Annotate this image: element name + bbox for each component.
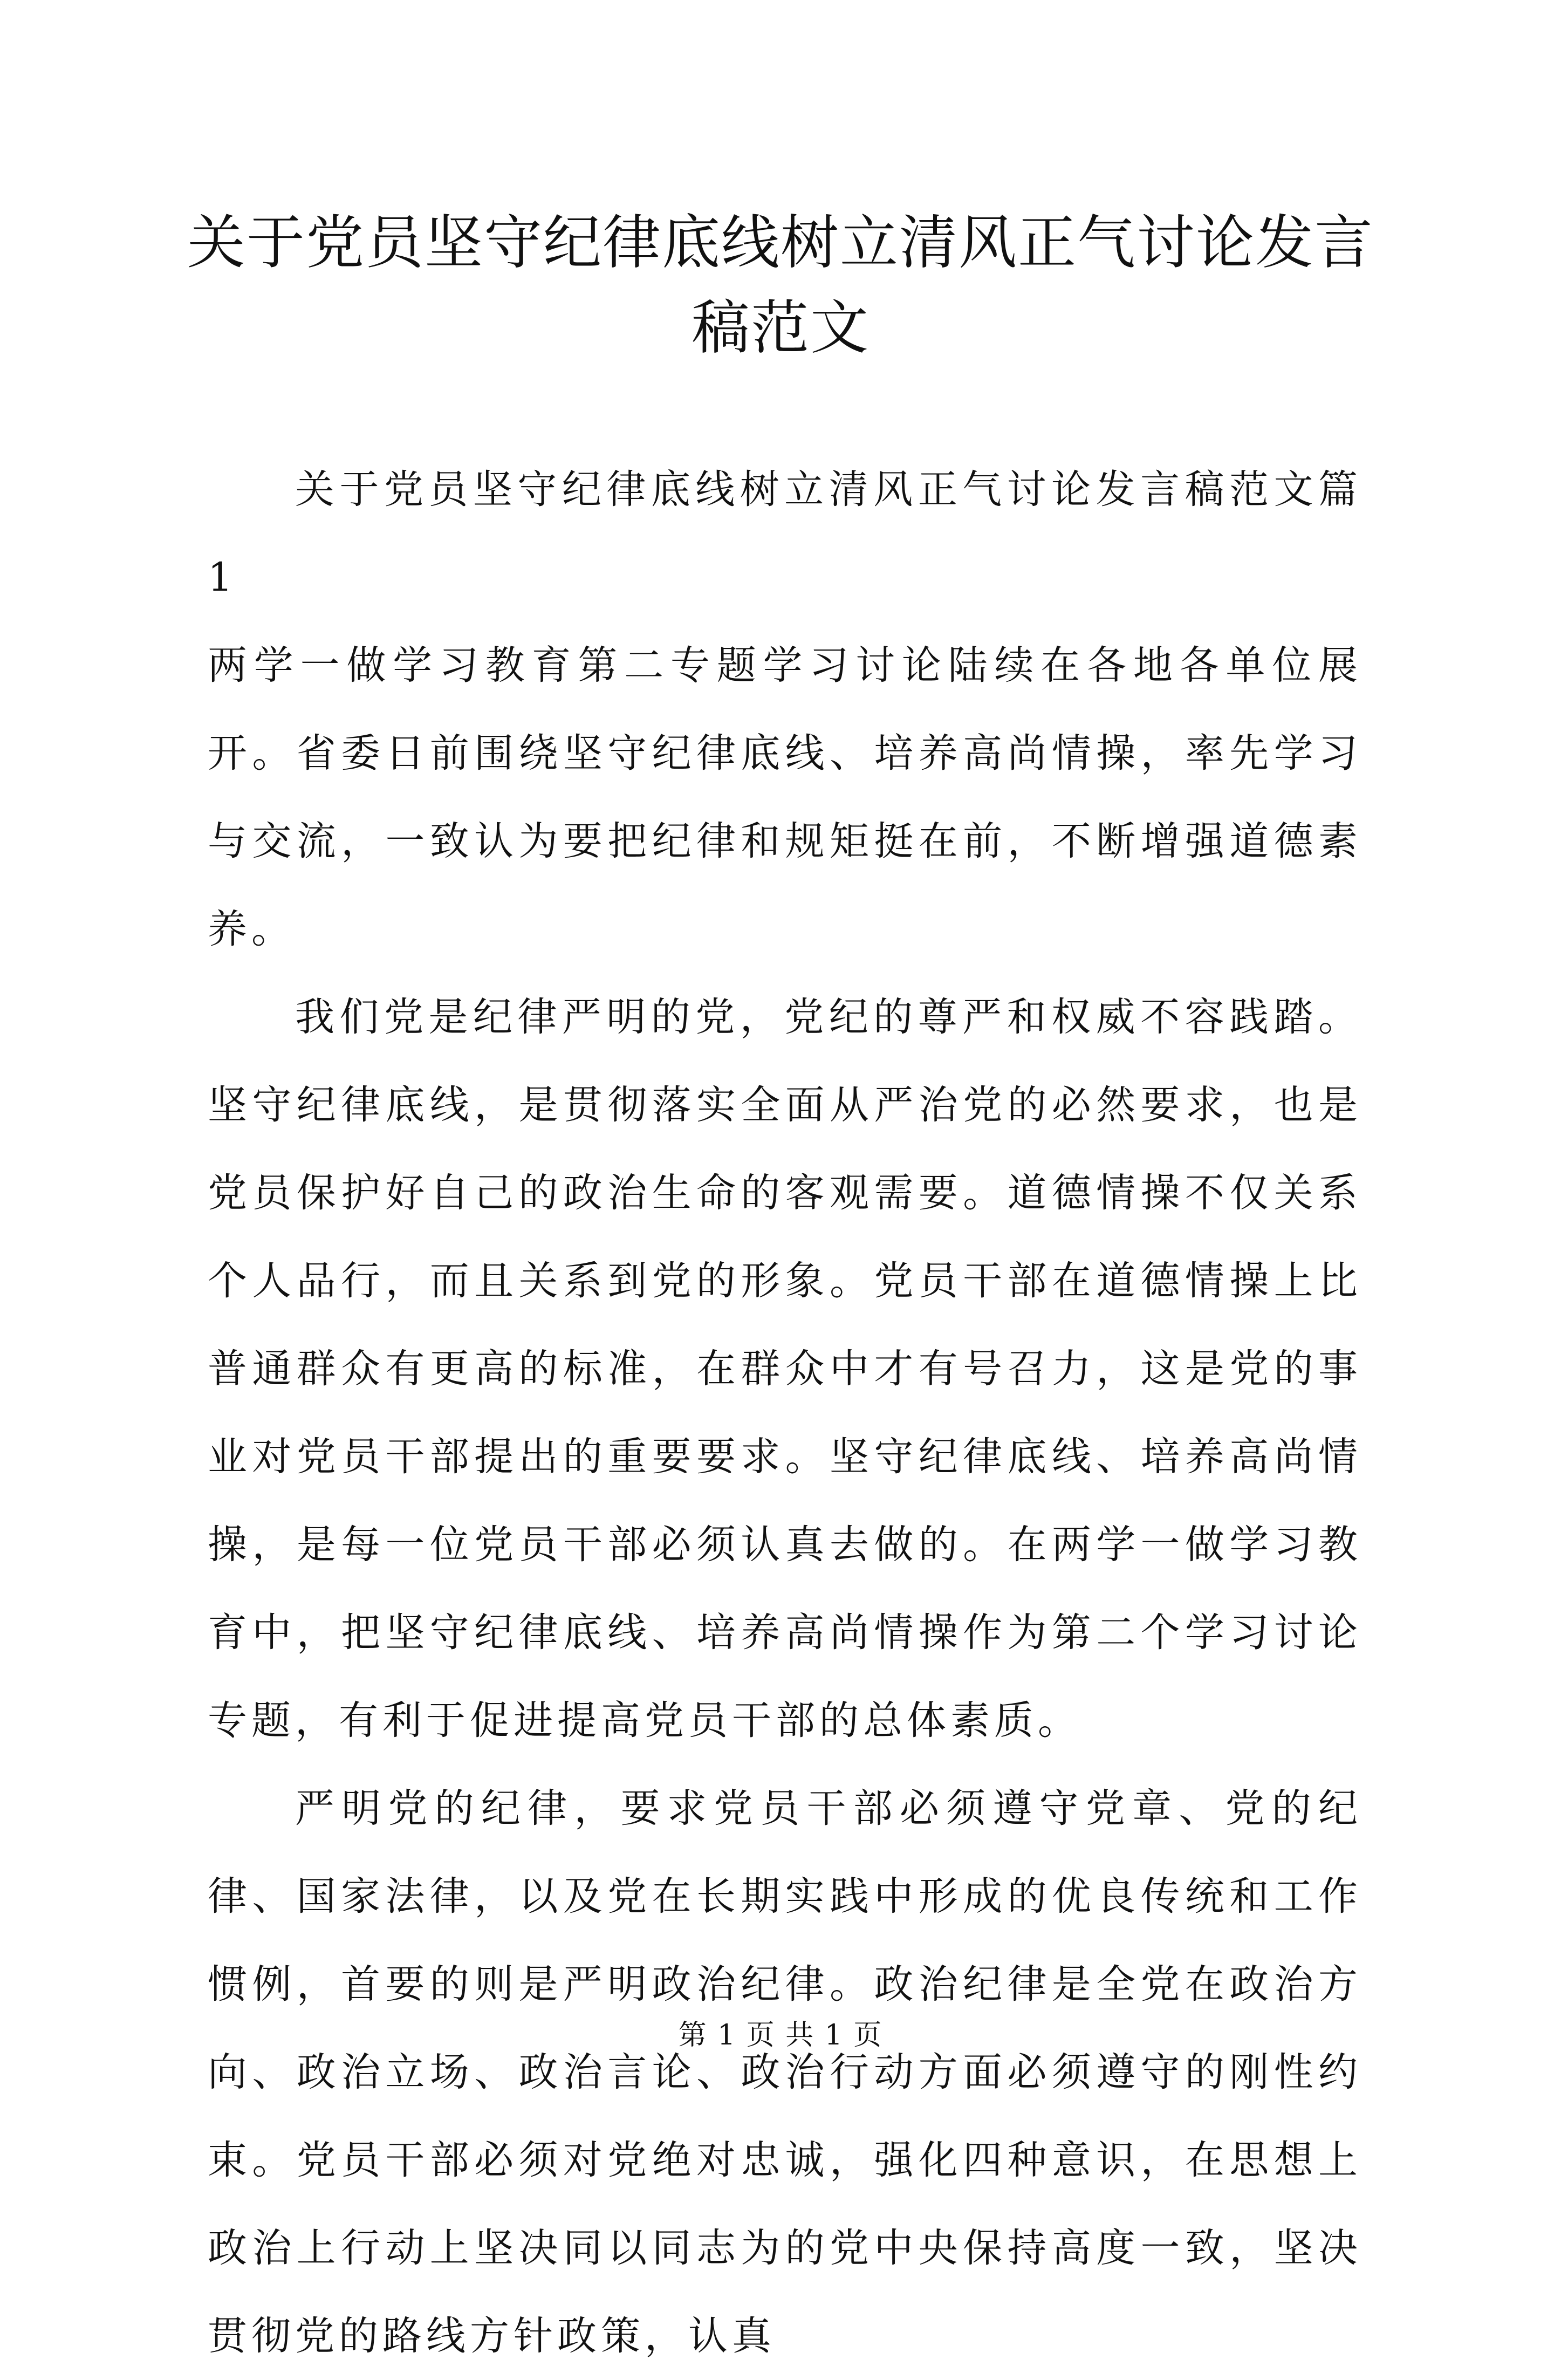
paragraph: 严明党的纪律，要求党员干部必须遵守党章、党的纪律、国家法律，以及党在长期实践中形成的优良传统和工作惯例，首要的则是严明政治纪律。政治纪律是全党在政治方向、政治立场、政治言论、政治行动方面必须遵守的刚性约束。党员干部必须对党绝对忠诚，强化四种意识，在思想上政治上行动上坚决同以同志为的党中央保持高度一致，坚决贯彻党的路线方针政策，认真 — [208, 1786, 1362, 2359]
paragraph: 两学一做学习教育第二专题学习讨论陆续在各地各单位展开。省委日前围绕坚守纪律底线、培养高尚情操，率先学习与交流，一致认为要把纪律和规矩挺在前，不断增强道德素养。 — [208, 642, 1362, 952]
paragraph: 我们党是纪律严明的党，党纪的尊严和权威不容践踏。坚守纪律底线，是贯彻落实全面从严治党的必然要求，也是党员保护好自己的政治生命的客观需要。道德情操不仅关系个人品行，而且关系到党的形象。党员干部在道德情操上比普通群众有更高的标准，在群众中才有号召力，这是党的事业对党员干部提出的重要要求。坚守纪律底线、培养高尚情操，是每一位党员干部必须认真去做的。在两学一做学习教育中，把坚守纪律底线、培养高尚情操作为第二个学习讨论专题，有利于促进提高党员干部的总体素质。 — [208, 994, 1362, 1743]
title-line-1: 关于党员坚守纪律底线树立清风正气讨论发言 — [187, 209, 1374, 277]
title-line-2: 稿范文 — [691, 295, 869, 362]
page-footer: 第 1 页 共 1 页 — [678, 2019, 883, 2051]
paragraph-heading: 关于党员坚守纪律底线树立清风正气讨论发言稿范文篇 1 — [208, 467, 1362, 600]
document-body — [208, 446, 1362, 2380]
document-title — [162, 201, 1399, 371]
